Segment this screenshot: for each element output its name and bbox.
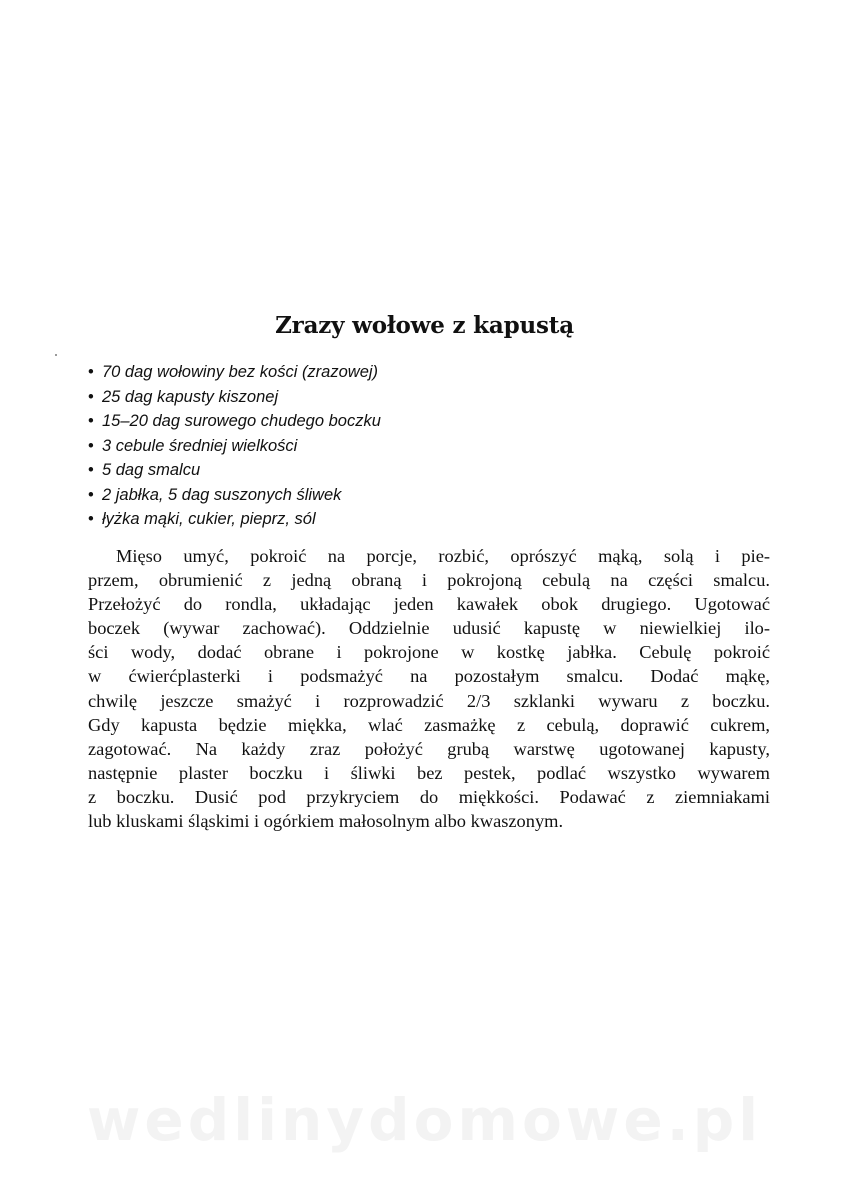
ingredient-item: [88, 507, 588, 532]
instructions-line: zagotować. Na każdy zraz położyć grubą warstwę ugotowanej kapusty,: [88, 738, 770, 759]
ingredient-text: 5 dag smalcu: [102, 461, 201, 479]
instructions-line: lub kluskami śląskimi i ogórkiem małosolnym albo kwaszonym.: [88, 811, 564, 832]
instructions-paragraph: [88, 544, 770, 833]
instructions-line: Mięso umyć, pokroić na porcje, rozbić, oprószyć mąką, solą i pie-: [116, 546, 770, 566]
margin-speck: [55, 354, 57, 356]
ingredient-item: [88, 409, 588, 434]
instructions-line: z boczku. Dusić pod przykryciem do miękkości. Podawać z ziemniakami: [88, 786, 770, 807]
bullet-icon: •: [88, 436, 94, 455]
instructions-line: następnie plaster boczku i śliwki bez pestek, podlać wszystko wywarem: [88, 762, 770, 783]
ingredient-list: [88, 360, 588, 532]
ingredient-text: 3 cebule średniej wielkości: [102, 436, 298, 455]
ingredient-item: [88, 434, 588, 459]
instructions-line: przem, obrumienić z jedną obraną i pokrojoną cebulą na części smalcu.: [88, 570, 770, 591]
recipe-title: Zrazy wołowe z kapustą: [275, 312, 574, 339]
instructions-line: Gdy kapusta będzie miękka, wlać zasmażkę z cebulą, doprawić cukrem,: [88, 714, 770, 735]
ingredient-text: 15–20 dag surowego chudego boczku: [102, 412, 381, 430]
bullet-icon: •: [88, 387, 94, 406]
bullet-icon: •: [88, 485, 94, 504]
instructions-line: boczek (wywar zachować). Oddzielnie udusić kapustę w niewielkiej ilo-: [88, 618, 770, 639]
instructions-line: w ćwierćplasterki i podsmażyć na pozostałym smalcu. Dodać mąkę,: [88, 666, 770, 687]
bullet-icon: •: [88, 461, 94, 479]
ingredient-item: [88, 385, 588, 410]
ingredient-text: 25 dag kapusty kiszonej: [102, 387, 279, 406]
instructions-line: ści wody, dodać obrane i pokrojone w kostkę jabłka. Cebulę pokroić: [88, 642, 770, 663]
instructions-line: Przełożyć do rondla, układając jeden kawałek obok drugiego. Ugotować: [88, 594, 770, 615]
watermark: wedlinydomowe.pl: [86, 1086, 763, 1154]
bullet-icon: •: [88, 510, 94, 528]
ingredient-item: [88, 360, 588, 385]
bullet-icon: •: [88, 412, 94, 430]
ingredient-text: łyżka mąki, cukier, pieprz, sól: [102, 510, 316, 528]
bullet-icon: •: [88, 363, 94, 381]
ingredient-text: 2 jabłka, 5 dag suszonych śliwek: [102, 485, 342, 504]
ingredient-text: 70 dag wołowiny bez kości (zrazowej): [102, 363, 379, 381]
ingredient-item: [88, 458, 588, 483]
ingredient-item: [88, 483, 588, 508]
instructions-line: chwilę jeszcze smażyć i rozprowadzić 2/3 szklanki wywaru z boczku.: [88, 690, 770, 711]
